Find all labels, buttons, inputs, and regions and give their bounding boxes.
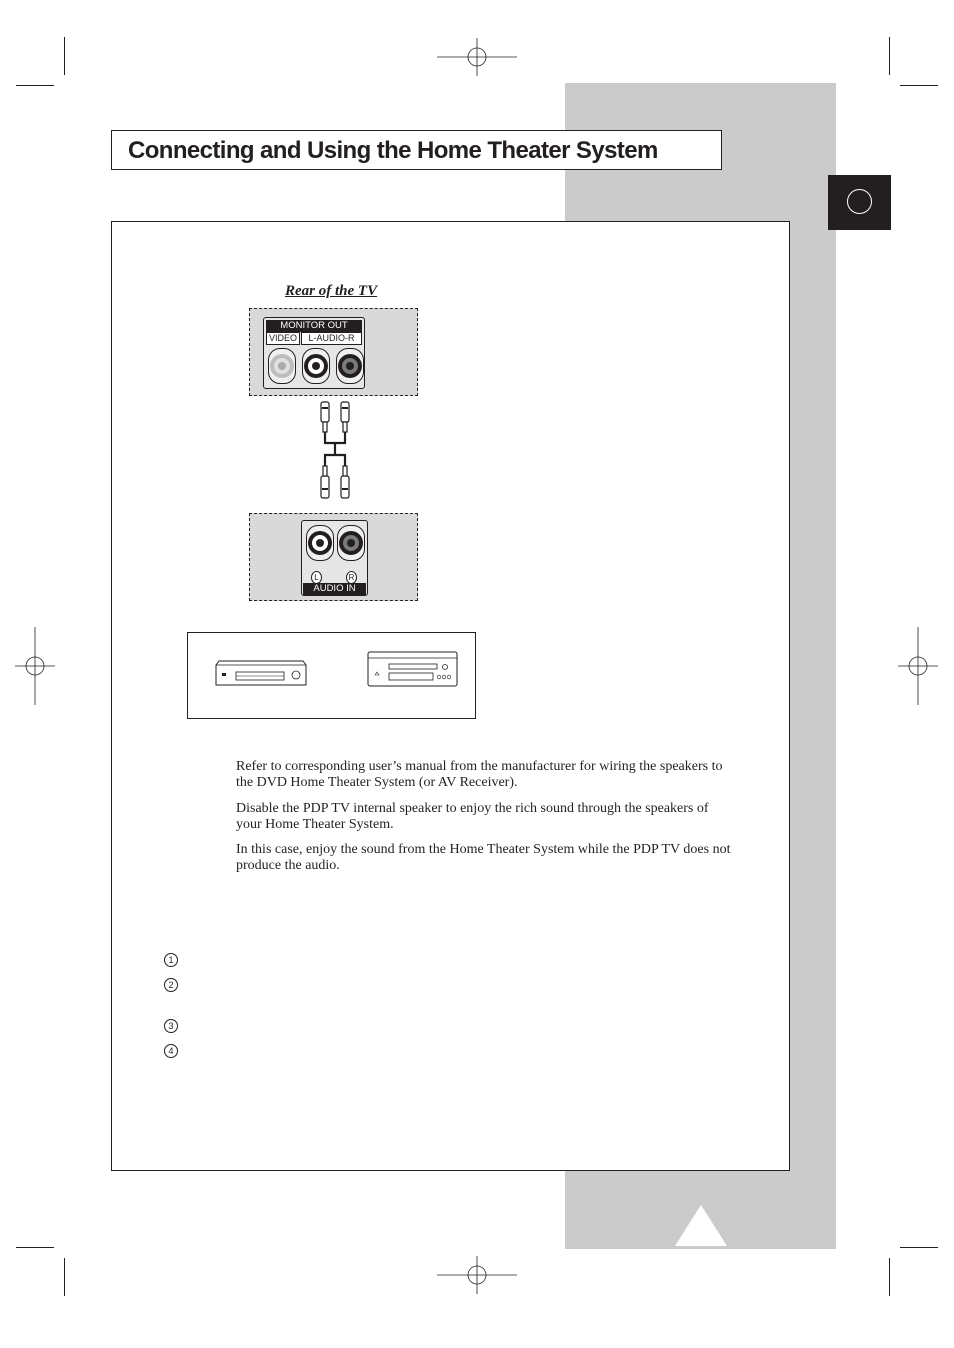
monitor-out-plate xyxy=(263,317,365,389)
av-receiver-icon xyxy=(214,658,308,688)
audio-label: L-AUDIO-R xyxy=(301,332,362,345)
video-label: VIDEO xyxy=(266,332,300,345)
page-triangle-icon xyxy=(675,1205,727,1246)
tv-rear-panel xyxy=(249,308,418,396)
home-theater-panel xyxy=(249,513,418,601)
ht-l-jack-icon xyxy=(308,531,332,555)
audio-in-label: AUDIO IN xyxy=(303,583,366,595)
tab-circle-icon xyxy=(847,189,872,214)
audio-l-jack-icon xyxy=(304,354,328,378)
registration-mark-top xyxy=(437,38,517,78)
gray-band-right xyxy=(790,83,836,1249)
ht-r-jack-icon xyxy=(339,531,363,555)
paragraph-wiring: Refer to corresponding user’s manual from the manufacturer for wiring the speakers to the DVD Home Theater System (or AV Receiver). xyxy=(236,759,723,790)
ht-l-badge: L xyxy=(311,571,322,584)
video-jack-icon xyxy=(270,354,294,378)
step-number-4: 4 xyxy=(164,1044,178,1058)
page-title-box xyxy=(111,130,722,170)
rear-of-tv-label: Rear of the TV xyxy=(285,283,378,299)
audio-r-jack-icon xyxy=(338,354,362,378)
registration-mark-bottom xyxy=(437,1256,517,1296)
registration-mark-left xyxy=(15,627,55,705)
step-number-1: 1 xyxy=(164,953,178,967)
audio-in-plate xyxy=(301,520,368,596)
dvd-player-icon xyxy=(367,650,459,688)
ht-r-badge: R xyxy=(346,571,357,584)
step-number-3: 3 xyxy=(164,1019,178,1033)
section-tab xyxy=(828,175,891,230)
devices-frame xyxy=(187,632,476,719)
paragraph-sound-source: In this case, enjoy the sound from the Home Theater System while the PDP TV does not produce the audio. xyxy=(236,842,731,873)
registration-mark-right xyxy=(898,627,938,705)
step-number-2: 2 xyxy=(164,978,178,992)
paragraph-disable-speaker: Disable the PDP TV internal speaker to enjoy the rich sound through the speakers of your Home Theater System. xyxy=(236,801,709,832)
rca-cable-icon xyxy=(312,398,358,508)
page-title: Connecting and Using the Home Theater System xyxy=(128,137,658,164)
monitor-out-header: MONITOR OUT xyxy=(266,320,362,332)
